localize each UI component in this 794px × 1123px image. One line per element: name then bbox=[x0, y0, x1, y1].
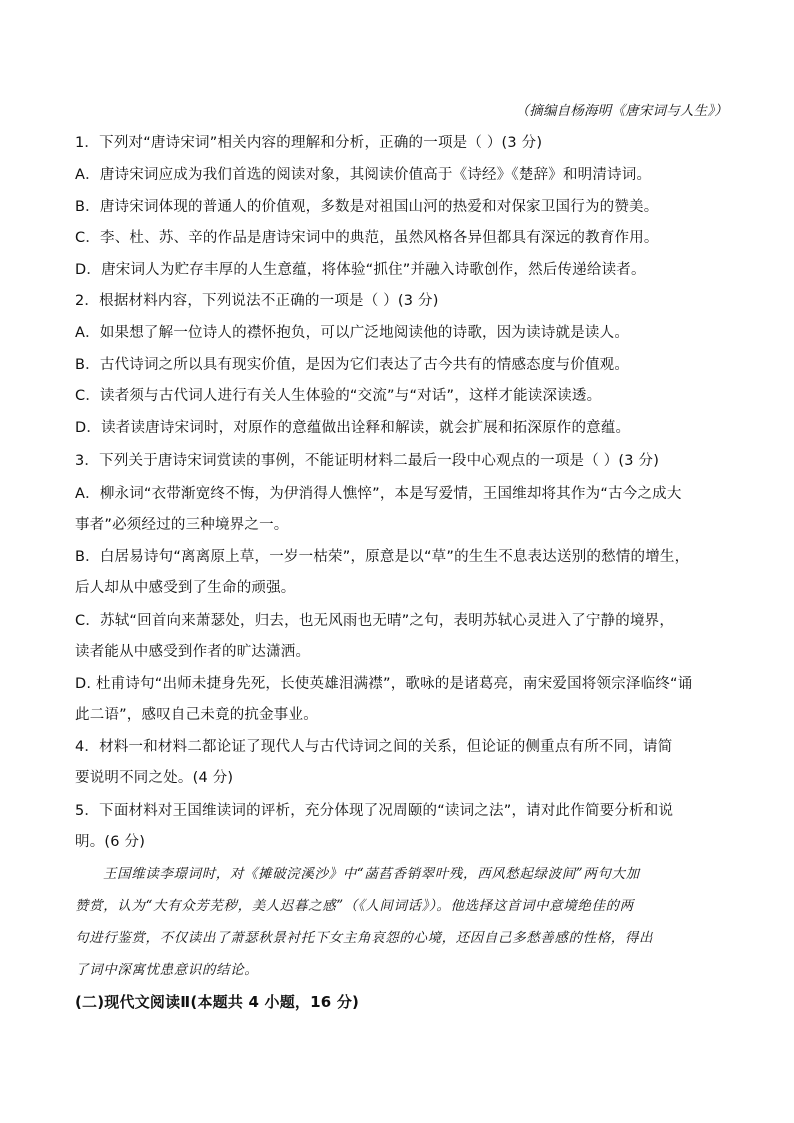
section-heading: (二)现代文阅读Ⅱ(本题共 4 小题，16 分) bbox=[75, 993, 360, 1011]
passage-line-1: 王国维读李璟词时，对《摊破浣溪沙》中“菡萏香销翠叶残，西风愁起绿波间”两句大加 bbox=[103, 866, 640, 882]
passage-line-3: 句进行鉴赏，不仅读出了萧瑟秋景衬托下女主角哀怨的心境，还因自己多愁善感的性格，得出 bbox=[75, 930, 654, 946]
question-1-option-c: C．李、杜、苏、辛的作品是唐诗宋词中的典范，虽然风格各异但都具有深远的教育作用。 bbox=[75, 230, 659, 246]
question-2-option-a: A．如果想了解一位诗人的襟怀抱负，可以广泛地阅读他的诗歌，因为读诗就是读人。 bbox=[75, 325, 630, 341]
question-5-line-2: 明。(6 分) bbox=[75, 834, 146, 850]
question-1-option-d: D．唐宋词人为贮存丰厚的人生意蕴，将体验“抓住”并融入诗歌创作，然后传递给读者。 bbox=[75, 262, 646, 278]
question-3-option-a-line-1: A．柳永词“衣带渐宽终不悔，为伊消得人憔悴”，本是写爱情，王国维却将其作为“古今之成大 bbox=[75, 486, 682, 502]
question-3-option-d-line-2: 此二语”，感叹自己未竟的抗金事业。 bbox=[75, 707, 318, 723]
question-1-stem: 1．下列对“唐诗宋词”相关内容的理解和分析，正确的一项是（ ）(3 分) bbox=[75, 135, 543, 151]
question-4-line-1: 4．材料一和材料二都论证了现代人与古代诗词之间的关系，但论证的侧重点有所不同，请简 bbox=[75, 739, 673, 755]
question-3-option-b-line-2: 后人却从中感受到了生命的顽强。 bbox=[75, 580, 296, 596]
question-2-stem: 2．根据材料内容，下列说法不正确的一项是（ ）(3 分) bbox=[75, 293, 439, 309]
question-3-stem: 3．下列关于唐诗宋词赏读的事例，不能证明材料二最后一段中心观点的一项是（ ）(3 分) bbox=[75, 453, 660, 469]
question-3-option-c-line-2: 读者能从中感受到作者的旷达潇洒。 bbox=[75, 644, 311, 660]
question-3-option-a-line-2: 事者”必须经过的三种境界之一。 bbox=[75, 517, 289, 533]
source-citation: （摘编自杨海明《唐宋词与人生》） bbox=[515, 103, 728, 119]
question-2-option-d: D．读者读唐诗宋词时，对原作的意蕴做出诠释和解读，就会扩展和拓深原作的意蕴。 bbox=[75, 420, 631, 436]
passage-line-2: 赞赏，认为“大有众芳芜秽，美人迟暮之感”（《人间词话》）。他选择这首词中意境绝佳的两 bbox=[75, 898, 634, 914]
question-2-option-c: C．读者须与古代词人进行有关人生体验的“交流”与“对话”，这样才能读深读透。 bbox=[75, 388, 602, 404]
question-1-option-a: A．唐诗宋词应成为我们首选的阅读对象，其阅读价值高于《诗经》《楚辞》和明清诗词。 bbox=[75, 167, 652, 183]
question-5-line-1: 5．下面材料对王国维读词的评析，充分体现了况周颐的“读词之法”，请对此作简要分析和说 bbox=[75, 803, 674, 819]
question-2-option-b: B．古代诗词之所以具有现实价值，是因为它们表达了古今共有的情感态度与价值观。 bbox=[75, 357, 630, 373]
question-3-option-b-line-1: B．白居易诗句“离离原上草，一岁一枯荣”，原意是以“草”的生生不息表达送别的愁情的增生， bbox=[75, 549, 690, 565]
question-4-line-2: 要说明不同之处。(4 分) bbox=[75, 770, 234, 786]
question-3-option-c-line-1: C．苏轼“回首向来萧瑟处，归去，也无风雨也无晴”之句，表明苏轼心灵进入了宁静的境界， bbox=[75, 613, 675, 629]
question-1-option-b: B．唐诗宋词体现的普通人的价值观，多数是对祖国山河的热爱和对保家卫国行为的赞美。 bbox=[75, 199, 659, 215]
question-3-option-d-line-1: D. 杜甫诗句“出师未捷身先死，长使英雄泪满襟”，歌咏的是诸葛亮，南宋爱国将领宗泽临终“诵 bbox=[75, 676, 693, 692]
passage-line-4: 了词中深寓忧患意识的结论。 bbox=[75, 962, 259, 978]
